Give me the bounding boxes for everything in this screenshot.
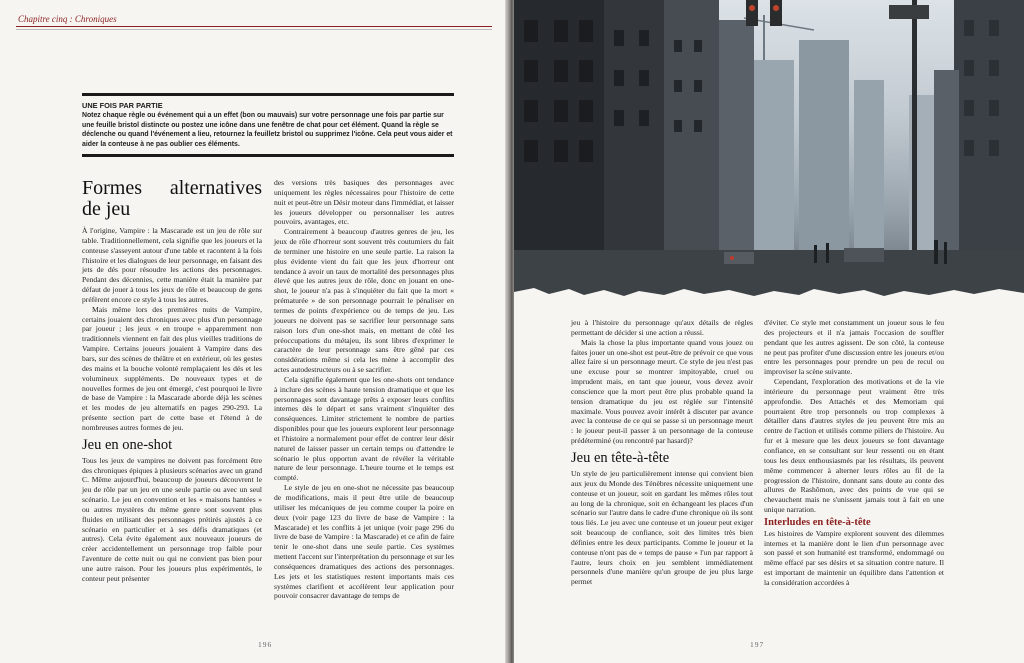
running-head: Chapitre cinq : Chroniques [18, 14, 117, 24]
city-skyline-image [514, 0, 1024, 300]
subsection-title: Jeu en one-shot [82, 436, 173, 453]
right-column-1 [571, 318, 753, 587]
paragraph: Mais la chose la plus importante quand vous jouez ou faites jouer un one-shot est peut-être de prévoir ce que vous allez faire si un personnage meurt. Ce style de jeu n'est pas une excuse pour se montrer impitoyable, cruel ou imprudent mais, en tant que joueur, vous devez avoir conscience que la mort peut être plus probable quand la tension dramatique du jeu est réglée sur l'intensité maximale. Vous pouvez avoir intérêt à discuter par avance avec la conteuse de ce qui se passe si un personnage meurt : le joueur peut-il passer à un personnage de la conteuse prédéterminé (ou rencontré par hasard)? [571, 337, 753, 446]
sidebar-box-title: UNE FOIS PAR PARTIE [82, 101, 163, 110]
paragraph: Un style de jeu particulièrement intense qui convient bien aux jeux du Monde des Ténèbres nécessite uniquement une conteuse et un joueur, soit en gardant les mêmes rôles tout au long de la chronique, soit en échangeant les places d'un scénario sur l'autre dans le cadre d'une chronique où ils sont tous liés. Le jeu avec une conteuse et un joueur peut exiger soit beaucoup de confiance, soit des limites très bien définies entre les deux participants. Comme le joueur et la conteuse n'ont pas de « temps de pause » l'un par rapport à l'autre, leurs choix en jeu semblent immédiatement personnels d'une manière qu'un groupe de jeu plus large permet [571, 468, 753, 587]
subsection-title: Jeu en tête-à-tête [571, 449, 670, 466]
header-rule-secondary [16, 29, 492, 30]
subsection-title-red: Interludes en tête-à-tête [764, 516, 871, 528]
page-number: 196 [258, 640, 273, 649]
paragraph: Le style de jeu en one-shot ne nécessite pas beaucoup de modifications, mais il peut être utile de beaucoup utiliser les mécaniques de jeu comme couper la poire en deux (voir page 123 du livre de base de Vampire : la Mascarade) et les conflits à jet unique (voir page 296 du livre de base de Vampire : la Mascarade) et ce afin de faire tenir le one-shot dans une seule partie. Ces systèmes mettent l'accent sur l'interprétation du personnage et sur les conséquences dramatiques des actions des personnages. Les jets et les statistiques restent importants mais ces systèmes clarifient et accélèrent leur application pour pouvoir consacrer davantage de temps de [274, 483, 454, 601]
paragraph: Contrairement à beaucoup d'autres genres de jeu, les jeux de rôle d'horreur sont souvent très coutumiers du fait de terminer une histoire en une seule partie. La raison la plus évidente vient du fait que les jeux d'horreur ont tendance à avoir un taux de mortalité des personnages plus élevé que les autres jeux de rôle, donc en jouant en one-shot, le joueur n'a pas à s'inquiéter du fait que la mort « prématurée » de son personnage pourrait le pénaliser en termes de points d'expérience ou de temps de jeu. Les joueurs ne doivent pas se sacrifier leur personnage sans raison lors d'un one-shot mais, en mettant de côté les préoccupations du métajeu, ils sont libres d'exprimer le caractère de leur personnage sans être gêné par ces considérations même si cela les mène à accomplir des actes autodestructeurs ou à se sacrifier. [274, 227, 454, 375]
paragraph: Tous les jeux de vampires ne doivent pas forcément être des chroniques épiques à plusieurs scénarios avec un grand C. Même aujourd'hui, beaucoup de joueurs découvrent le jeu de rôle par un jeu en une seule partie ou avec un seul scénario. Le jeu en convention et les « maisons hantées » ou autres mystères du même genre sont souvent plus fluides en utilisant des personnages prétirés ajustés à ce scénario en particulier et à ses défis dramatiques (et autres). Cela évite également aux nouveaux joueurs de créer accidentellement un personnage trop faible pour l'aventure de cette nuit ou qui ne convient pas bien pour une autre raison. Pour les joueurs plus expérimentés, le conteur peut présenter [82, 455, 262, 583]
sidebar-box [82, 93, 454, 157]
page-number: 197 [750, 640, 765, 649]
header-rule [16, 26, 492, 27]
torn-edge [514, 286, 1024, 306]
city-illustration [514, 0, 1024, 300]
left-column-2 [274, 178, 454, 601]
left-column-1 [82, 178, 262, 584]
paragraph: Cependant, l'exploration des motivations et de la vie intérieure du personnage peut vraiment être très approfondie. Des Attachés et des Memoriam qui pourraient être trop personnels ou trop complexes à détailler dans d'autres styles de jeu peuvent être mis au centre de l'action et utilisés comme piliers de l'histoire. Au fur et à mesure que les deux joueurs se font davantage confiance, en se consultant sur leur ressenti ou en étant tous les deux enthousiasmés par les résultats, ils peuvent même commencer à alterner leurs rôles au fil de la progression de l'histoire, donnant sans doute au conte des allures de Rashômon, avec des points de vue qui se chevauchent mais ne s'unissent jamais tout à fait en une unique narration. [764, 377, 944, 515]
section-title: Formes alternatives de jeu [82, 177, 262, 220]
paragraph: jeu à l'histoire du personnage qu'aux détails de règles permettant de décider si une action a réussi. [571, 318, 753, 337]
right-column-2 [764, 318, 944, 588]
left-page [0, 0, 508, 663]
paragraph: À l'origine, Vampire : la Mascarade est un jeu de rôle sur table. Traditionnellement, cela signifie que les joueurs et la conteuse s'asseyent autour d'une table et racontent à la fois l'histoire et les dialogues de leur personnage, en faisant des jets de dés pour résoudre les actions des personnages. Pendant des décennies, cette manière était la manière par défaut de jouer à tous les jeux de rôle et beaucoup de gens préfèrent encore ce style à tous les autres. [82, 226, 262, 304]
paragraph: Cela signifie également que les one-shots ont tendance à inclure des scènes à haute tension dramatique et que les personnages sont davantage prêts à exposer leurs conflits internes dès le départ et sans vraiment s'inquiéter des conséquences. Limiter strictement le nombre de parties disponibles pour que les joueurs explorent leur personnage et l'histoire a normalement pour effet de contrer leur désir naturel de laisser passer un certain temps ou d'attendre le scénario le plus opportun avant de révéler la véritable nature de leur personnage. L'heure tourne et le temps est compté. [274, 374, 454, 483]
paragraph: d'éviter. Ce style met constamment un joueur sous le feu des projecteurs et il n'a jamais l'occasion de souffler pendant que les autres agissent. De son côté, la conteuse ne peut pas profiter d'une discussion entre les joueurs et/ou entre les personnages pour prendre un peu de recul ou improviser la scène suivante. [764, 318, 944, 377]
paragraph: des versions très basiques des personnages avec uniquement les règles nécessaires pour l'histoire de cette nuit et peut-être un Désir moteur dans l'immédiat, et laisser les joueurs développer ou personnaliser les autres pouvoirs, avantages, etc. [274, 178, 454, 227]
paragraph: Les histoires de Vampire explorent souvent des dilemmes internes et la manière dont le lien d'un personnage avec son passé et son humanité est transformé, endommagé ou même effacé par ses désirs et sa situation contre nature. Il est important de maintenir un équilibre dans l'attention et la considération accordées à [764, 528, 944, 587]
paragraph: Mais même lors des premières nuits de Vampire, certains jouaient des chroniques avec plus d'un personnage par joueur ; les jeux « en troupe » apparemment non traditionnels viennent en fait des plus vieilles traditions de Vampire. Certains joueurs jouaient à Vampire dans des bars, sur des scènes de théâtre et en extérieur, où les gestes des mains et la bouche volonté remplaçaient les dés et les volumineux suppléments. De nouveaux types et de nouvelles formes de jeu ont émergé, c'est pourquoi le livre de base de Vampire : la Mascarade aborde déjà les scènes et les modes de jeu alternatifs en pages 290-293. La présente section part de cette base et l'étend à de nombreuses autres formes de jeu. [82, 304, 262, 432]
right-page [514, 0, 1024, 663]
sidebar-box-text: Notez chaque règle ou événement qui a un effet (bon ou mauvais) sur votre personnage une fois par partie sur une feuille bristol distincte ou postez une icône dans une fenêtre de chat pour cet élément. Quand la règle se déclenche ou quand l'événement a lieu, retournez la feuilletz bristol ou supprimez l'icône. Cela peut vous aider et aider la conteuse à ne pas oublier ces éléments. [82, 112, 453, 149]
